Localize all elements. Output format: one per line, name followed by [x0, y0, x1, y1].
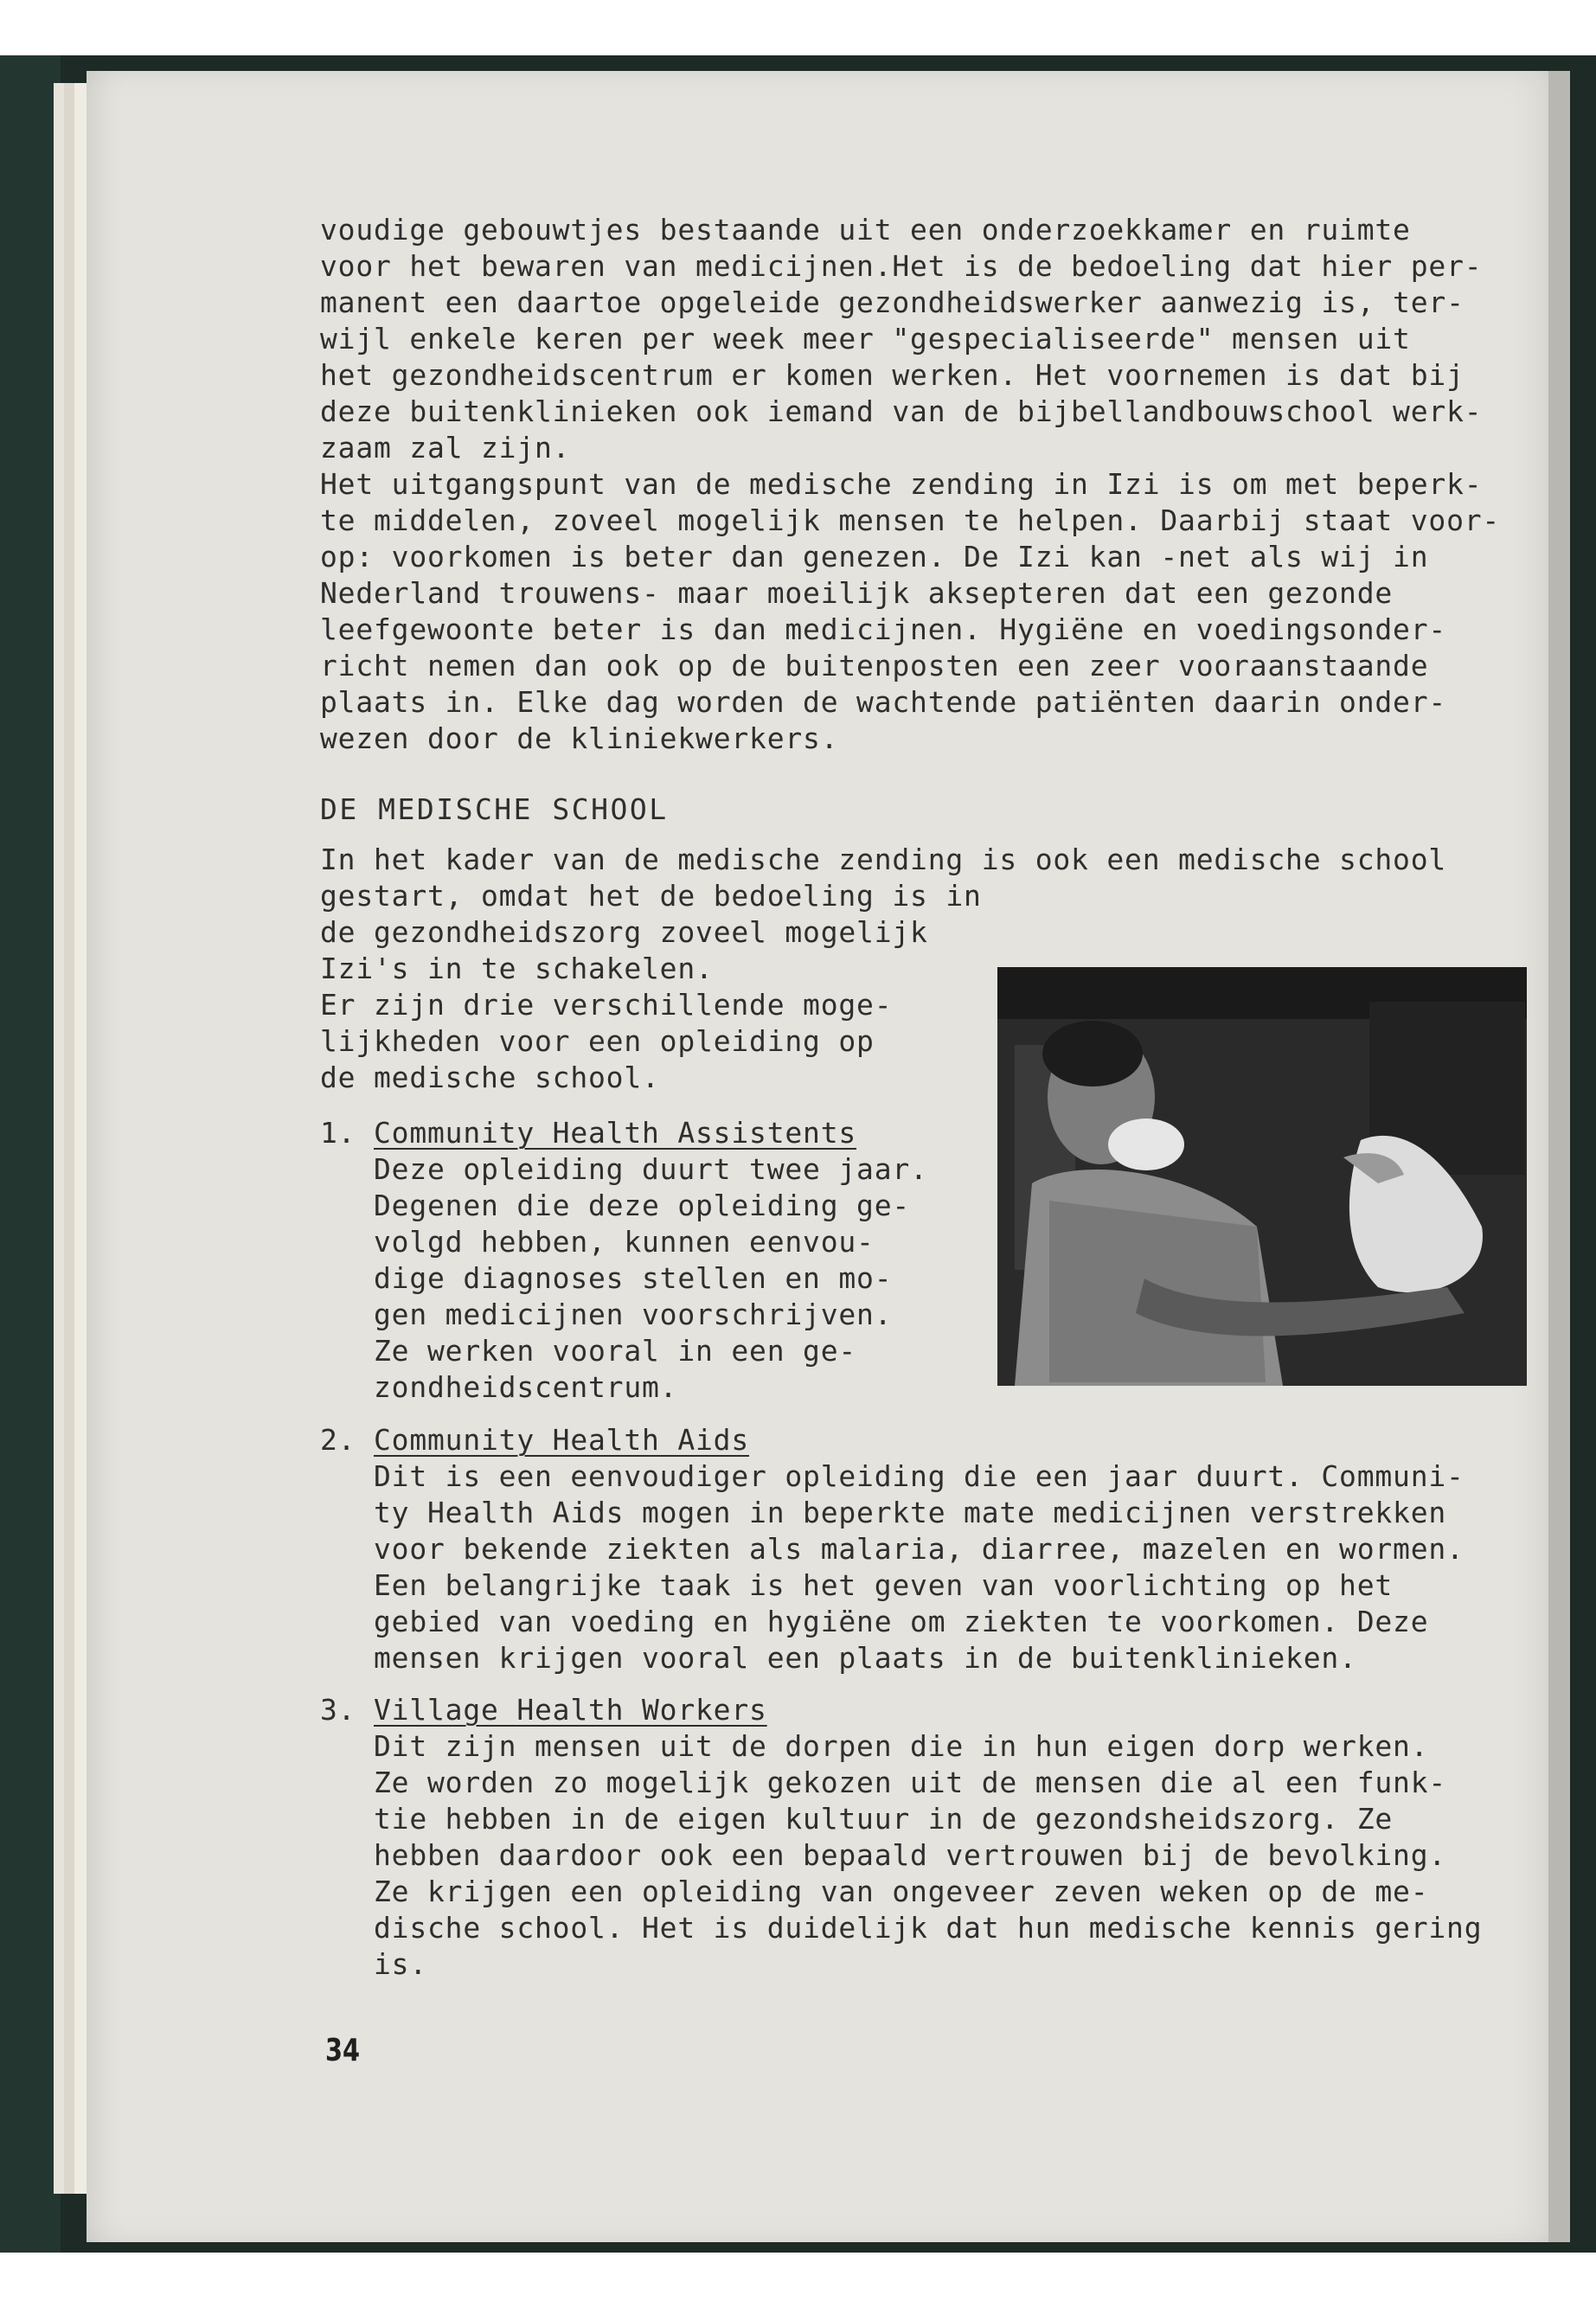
- text-line: voor het bewaren van medicijnen.Het is de bedoeling dat hier per-: [320, 249, 1483, 283]
- text-line: hebben daardoor ook een bepaald vertrouwen bij de bevolking.: [374, 1838, 1447, 1872]
- list-number: 3.: [320, 1693, 356, 1727]
- text-line: Nederland trouwens- maar moeilijk aksepteren dat een gezonde: [320, 576, 1394, 610]
- text-line: gestart, omdat het de bedoeling is in: [320, 879, 982, 913]
- text-line: plaats in. Elke dag worden de wachtende patiënten daarin onder-: [320, 685, 1447, 719]
- text-line: op: voorkomen is beter dan genezen. De Izi kan -net als wij in: [320, 540, 1429, 574]
- text-line: Dit zijn mensen uit de dorpen die in hun eigen dorp werken.: [374, 1729, 1429, 1763]
- text-line: leefgewoonte beter is dan medicijnen. Hygiëne en voedingsonder-: [320, 612, 1447, 646]
- text-line: Ze worden zo mogelijk gekozen uit de mensen die al een funk-: [374, 1766, 1447, 1799]
- text-line: zaam zal zijn.: [320, 431, 571, 465]
- text-line: In het kader van de medische zending is ook een medische school: [320, 843, 1447, 876]
- list-item-title: Village Health Workers: [374, 1693, 767, 1727]
- text-line: gebied van voeding en hygiëne om ziekten te voorkomen. Deze: [374, 1605, 1429, 1638]
- text-line: Het uitgangspunt van de medische zending in Izi is om met beperk-: [320, 467, 1483, 501]
- text-line: Deze opleiding duurt twee jaar.: [374, 1152, 928, 1186]
- text-line: Er zijn drie verschillende moge-: [320, 988, 893, 1022]
- photograph: [997, 967, 1527, 1386]
- text-line: tie hebben in de eigen kultuur in de gezondsheidszorg. Ze: [374, 1802, 1394, 1836]
- text-line: manent een daartoe opgeleide gezondheidswerker aanwezig is, ter-: [320, 285, 1465, 319]
- text-line: deze buitenklinieken ook iemand van de bijbellandbouwschool werk-: [320, 394, 1483, 428]
- text-line: voor bekende ziekten als malaria, diarree, mazelen en wormen.: [374, 1532, 1465, 1566]
- text-line: wijl enkele keren per week meer "gespecialiseerde" mensen uit: [320, 322, 1411, 356]
- text-line: volgd hebben, kunnen eenvou-: [374, 1225, 875, 1259]
- text-line: Degenen die deze opleiding ge-: [374, 1189, 911, 1222]
- book-cover-edge: [0, 55, 61, 2253]
- text-line: ty Health Aids mogen in beperkte mate medicijnen verstrekken: [374, 1496, 1447, 1529]
- text-line: de gezondheidszorg zoveel mogelijk: [320, 915, 928, 949]
- section-heading: DE MEDISCHE SCHOOL: [320, 792, 669, 826]
- text-line: lijkheden voor een opleiding op: [320, 1024, 875, 1058]
- text-line: gen medicijnen voorschrijven.: [374, 1298, 893, 1331]
- text-line: wezen door de kliniekwerkers.: [320, 721, 839, 755]
- text-line: mensen krijgen vooral een plaats in de buitenklinieken.: [374, 1641, 1357, 1675]
- list-number: 2.: [320, 1423, 356, 1457]
- text-line: dische school. Het is duidelijk dat hun medische kennis gering: [374, 1911, 1483, 1945]
- text-line: Ze werken vooral in een ge-: [374, 1334, 857, 1368]
- text-line: het gezondheidscentrum er komen werken. Het voornemen is dat bij: [320, 358, 1465, 392]
- text-line: Izi's in te schakelen.: [320, 952, 714, 985]
- text-line: voudige gebouwtjes bestaande uit een onderzoekkamer en ruimte: [320, 213, 1411, 247]
- text-line: dige diagnoses stellen en mo-: [374, 1261, 893, 1295]
- list-item-title: Community Health Aids: [374, 1423, 750, 1457]
- text-line: zondheidscentrum.: [374, 1370, 678, 1404]
- text-line: te middelen, zoveel mogelijk mensen te helpen. Daarbij staat voor-: [320, 503, 1501, 537]
- list-number: 1.: [320, 1116, 356, 1150]
- text-line: Ze krijgen een opleiding van ongeveer zeven weken op de me-: [374, 1875, 1429, 1908]
- text-line: Dit is een eenvoudiger opleiding die een jaar duurt. Communi-: [374, 1459, 1465, 1493]
- page-number: 34: [325, 2033, 361, 2068]
- text-line: de medische school.: [320, 1061, 660, 1094]
- text-line: Een belangrijke taak is het geven van voorlichting op het: [374, 1568, 1394, 1602]
- scan-bottom-margin: [0, 2253, 1596, 2301]
- list-item-title: Community Health Assistents: [374, 1116, 857, 1150]
- scan-top-margin: [0, 0, 1596, 55]
- text-line: is.: [374, 1947, 428, 1981]
- page-edge-shadow: [1548, 71, 1570, 2242]
- text-line: richt nemen dan ook op de buitenposten een zeer vooraanstaande: [320, 649, 1429, 683]
